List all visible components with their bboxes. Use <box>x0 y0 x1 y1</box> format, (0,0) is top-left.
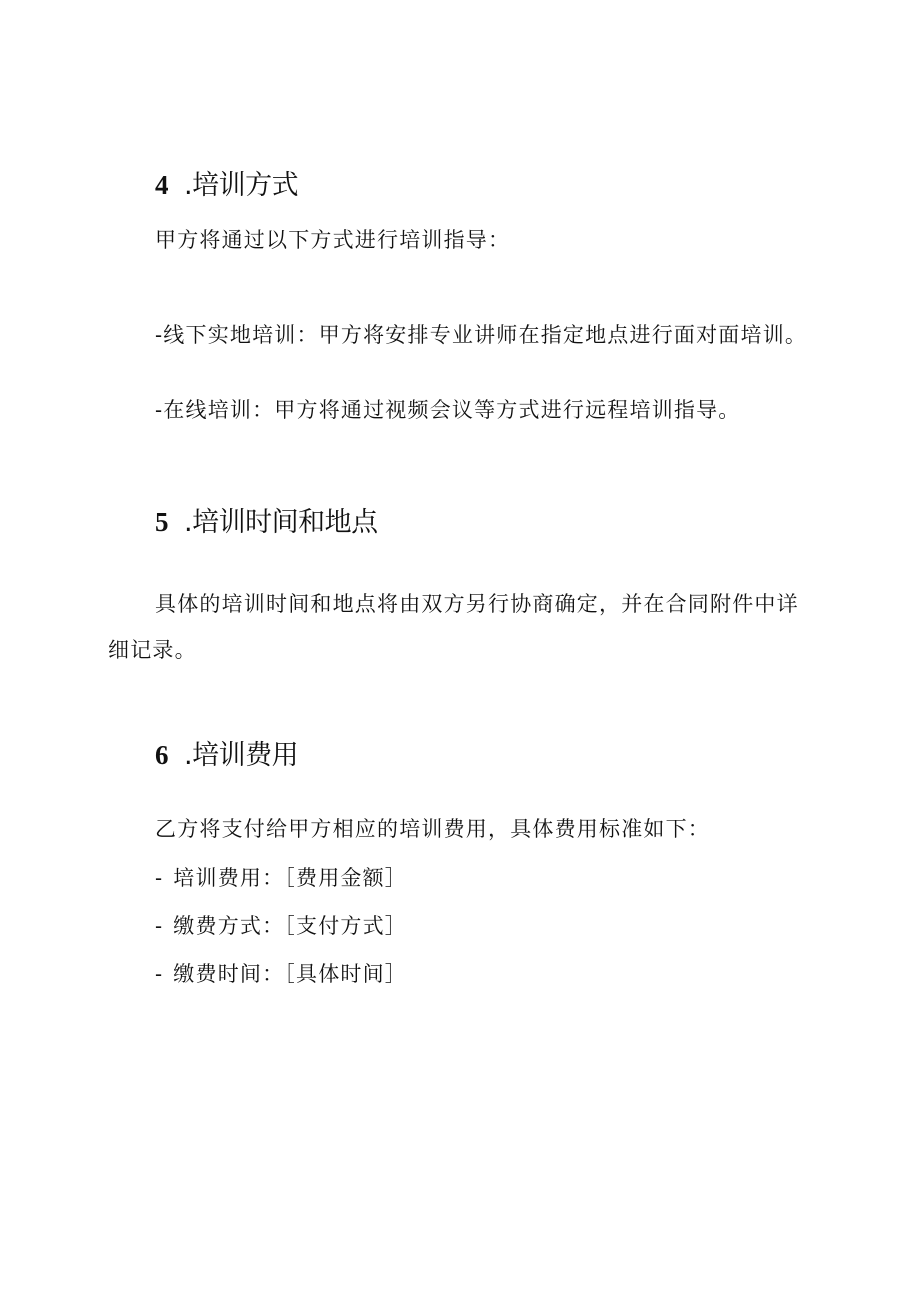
fee-item-method <box>155 912 407 940</box>
section-5-body: 具体的培训时间和地点将由双方另行协商确定，并在合同附件中详细记录。 <box>108 592 799 662</box>
section-title: .培训时间和地点 <box>184 507 378 538</box>
section-6-heading <box>155 738 298 773</box>
list-dash: - <box>155 914 164 938</box>
fee-item-time <box>155 960 407 988</box>
section-number: 5 <box>155 507 168 537</box>
training-item-online: -在线培训：甲方将通过视频会议等方式进行远程培训指导。 <box>155 398 741 422</box>
list-dash: - <box>155 962 164 986</box>
section-4-intro: 甲方将通过以下方式进行培训指导： <box>155 228 511 252</box>
fee-item-text: 缴费方式：［支付方式］ <box>173 914 407 938</box>
section-number: 6 <box>155 740 168 770</box>
section-title: .培训方式 <box>184 170 299 201</box>
fee-item-text: 缴费时间：［具体时间］ <box>173 962 407 986</box>
fee-item-amount <box>155 864 407 892</box>
section-6-intro: 乙方将支付给甲方相应的培训费用，具体费用标准如下： <box>155 817 710 841</box>
section-4-heading <box>155 168 298 203</box>
fee-item-text: 培训费用：［费用金额］ <box>173 866 407 890</box>
list-dash: - <box>155 866 164 890</box>
training-item-offline: -线下实地培训：甲方将安排专业讲师在指定地点进行面对面培训。 <box>155 323 808 347</box>
section-title: .培训费用 <box>184 740 299 771</box>
section-5-heading <box>155 505 378 540</box>
section-number: 4 <box>155 170 168 200</box>
